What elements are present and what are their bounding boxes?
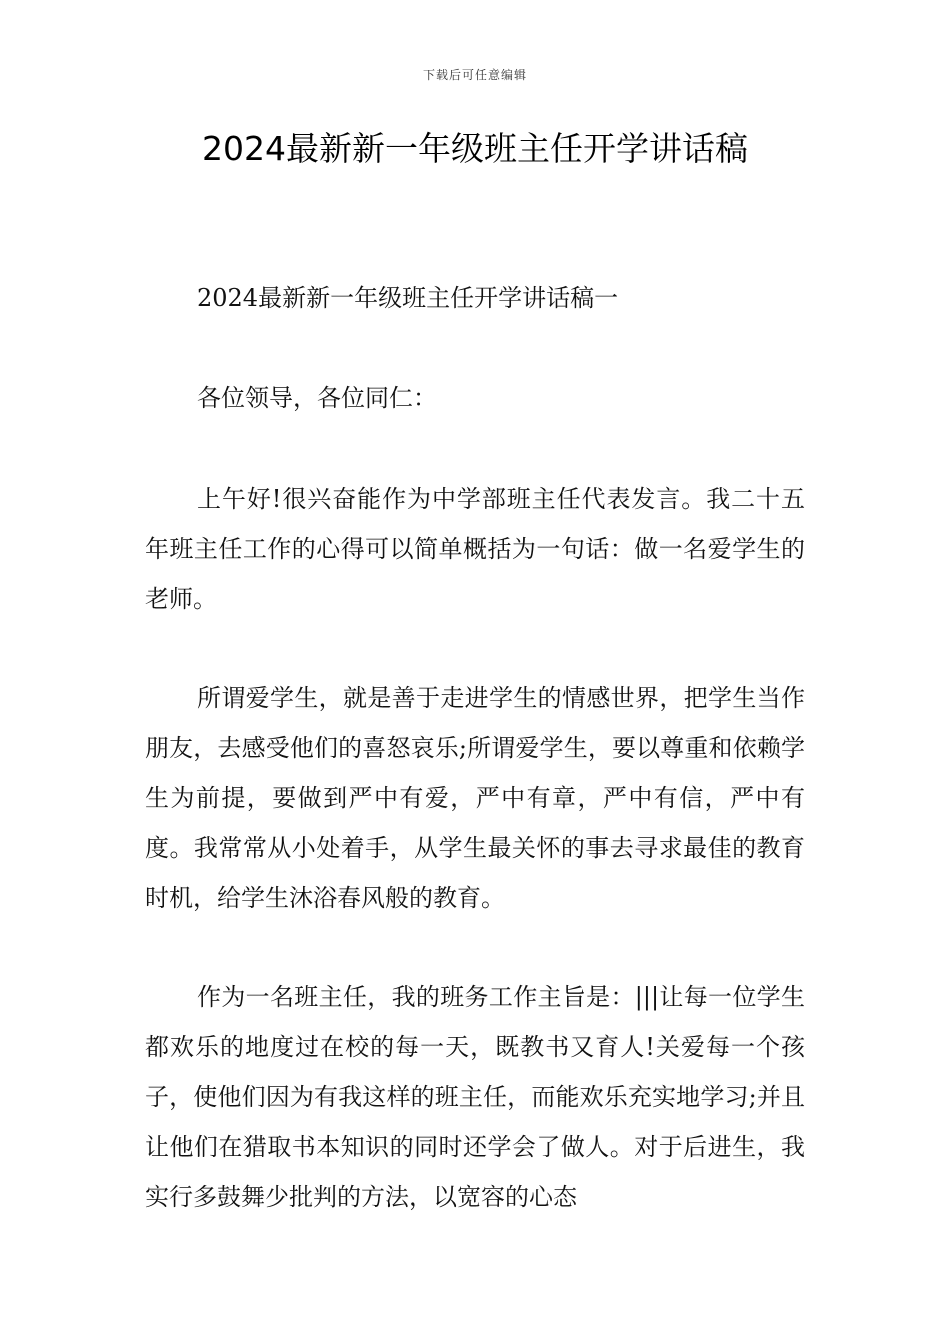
paragraph: 上午好!很兴奋能作为中学部班主任代表发言。我二十五年班主任工作的心得可以简单概括为一句话：做一名爱学生的老师。 — [145, 485, 805, 613]
paragraph: 作为一名班主任，我的班务工作主旨是：|||让每一位学生都欢乐的地度过在校的每一天，既教书又育人!关爱每一个孩子，使他们因为有我这样的班主任，而能欢乐充实地学习;并且让他们在猎取书本知识的同时还学会了做人。对于后进生，我实行多鼓舞少批判的方法，以宽容的心态 — [145, 983, 805, 1211]
document-subtitle: 2024最新新一年级班主任开学讲话稿一 — [197, 284, 619, 312]
salutation: 各位领导，各位同仁： — [197, 384, 437, 412]
document-title: 2024最新新一年级班主任开学讲话稿 — [202, 129, 748, 168]
paragraph: 所谓爱学生，就是善于走进学生的情感世界，把学生当作朋友，去感受他们的喜怒哀乐;所谓爱学生，要以尊重和依赖学生为前提，要做到严中有爱，严中有章，严中有信，严中有度。我常常从小处着手，从学生最关怀的事去寻求最佳的教育时机，给学生沐浴春风般的教育。 — [145, 684, 805, 912]
header-note: 下载后可任意编辑 — [422, 68, 527, 82]
